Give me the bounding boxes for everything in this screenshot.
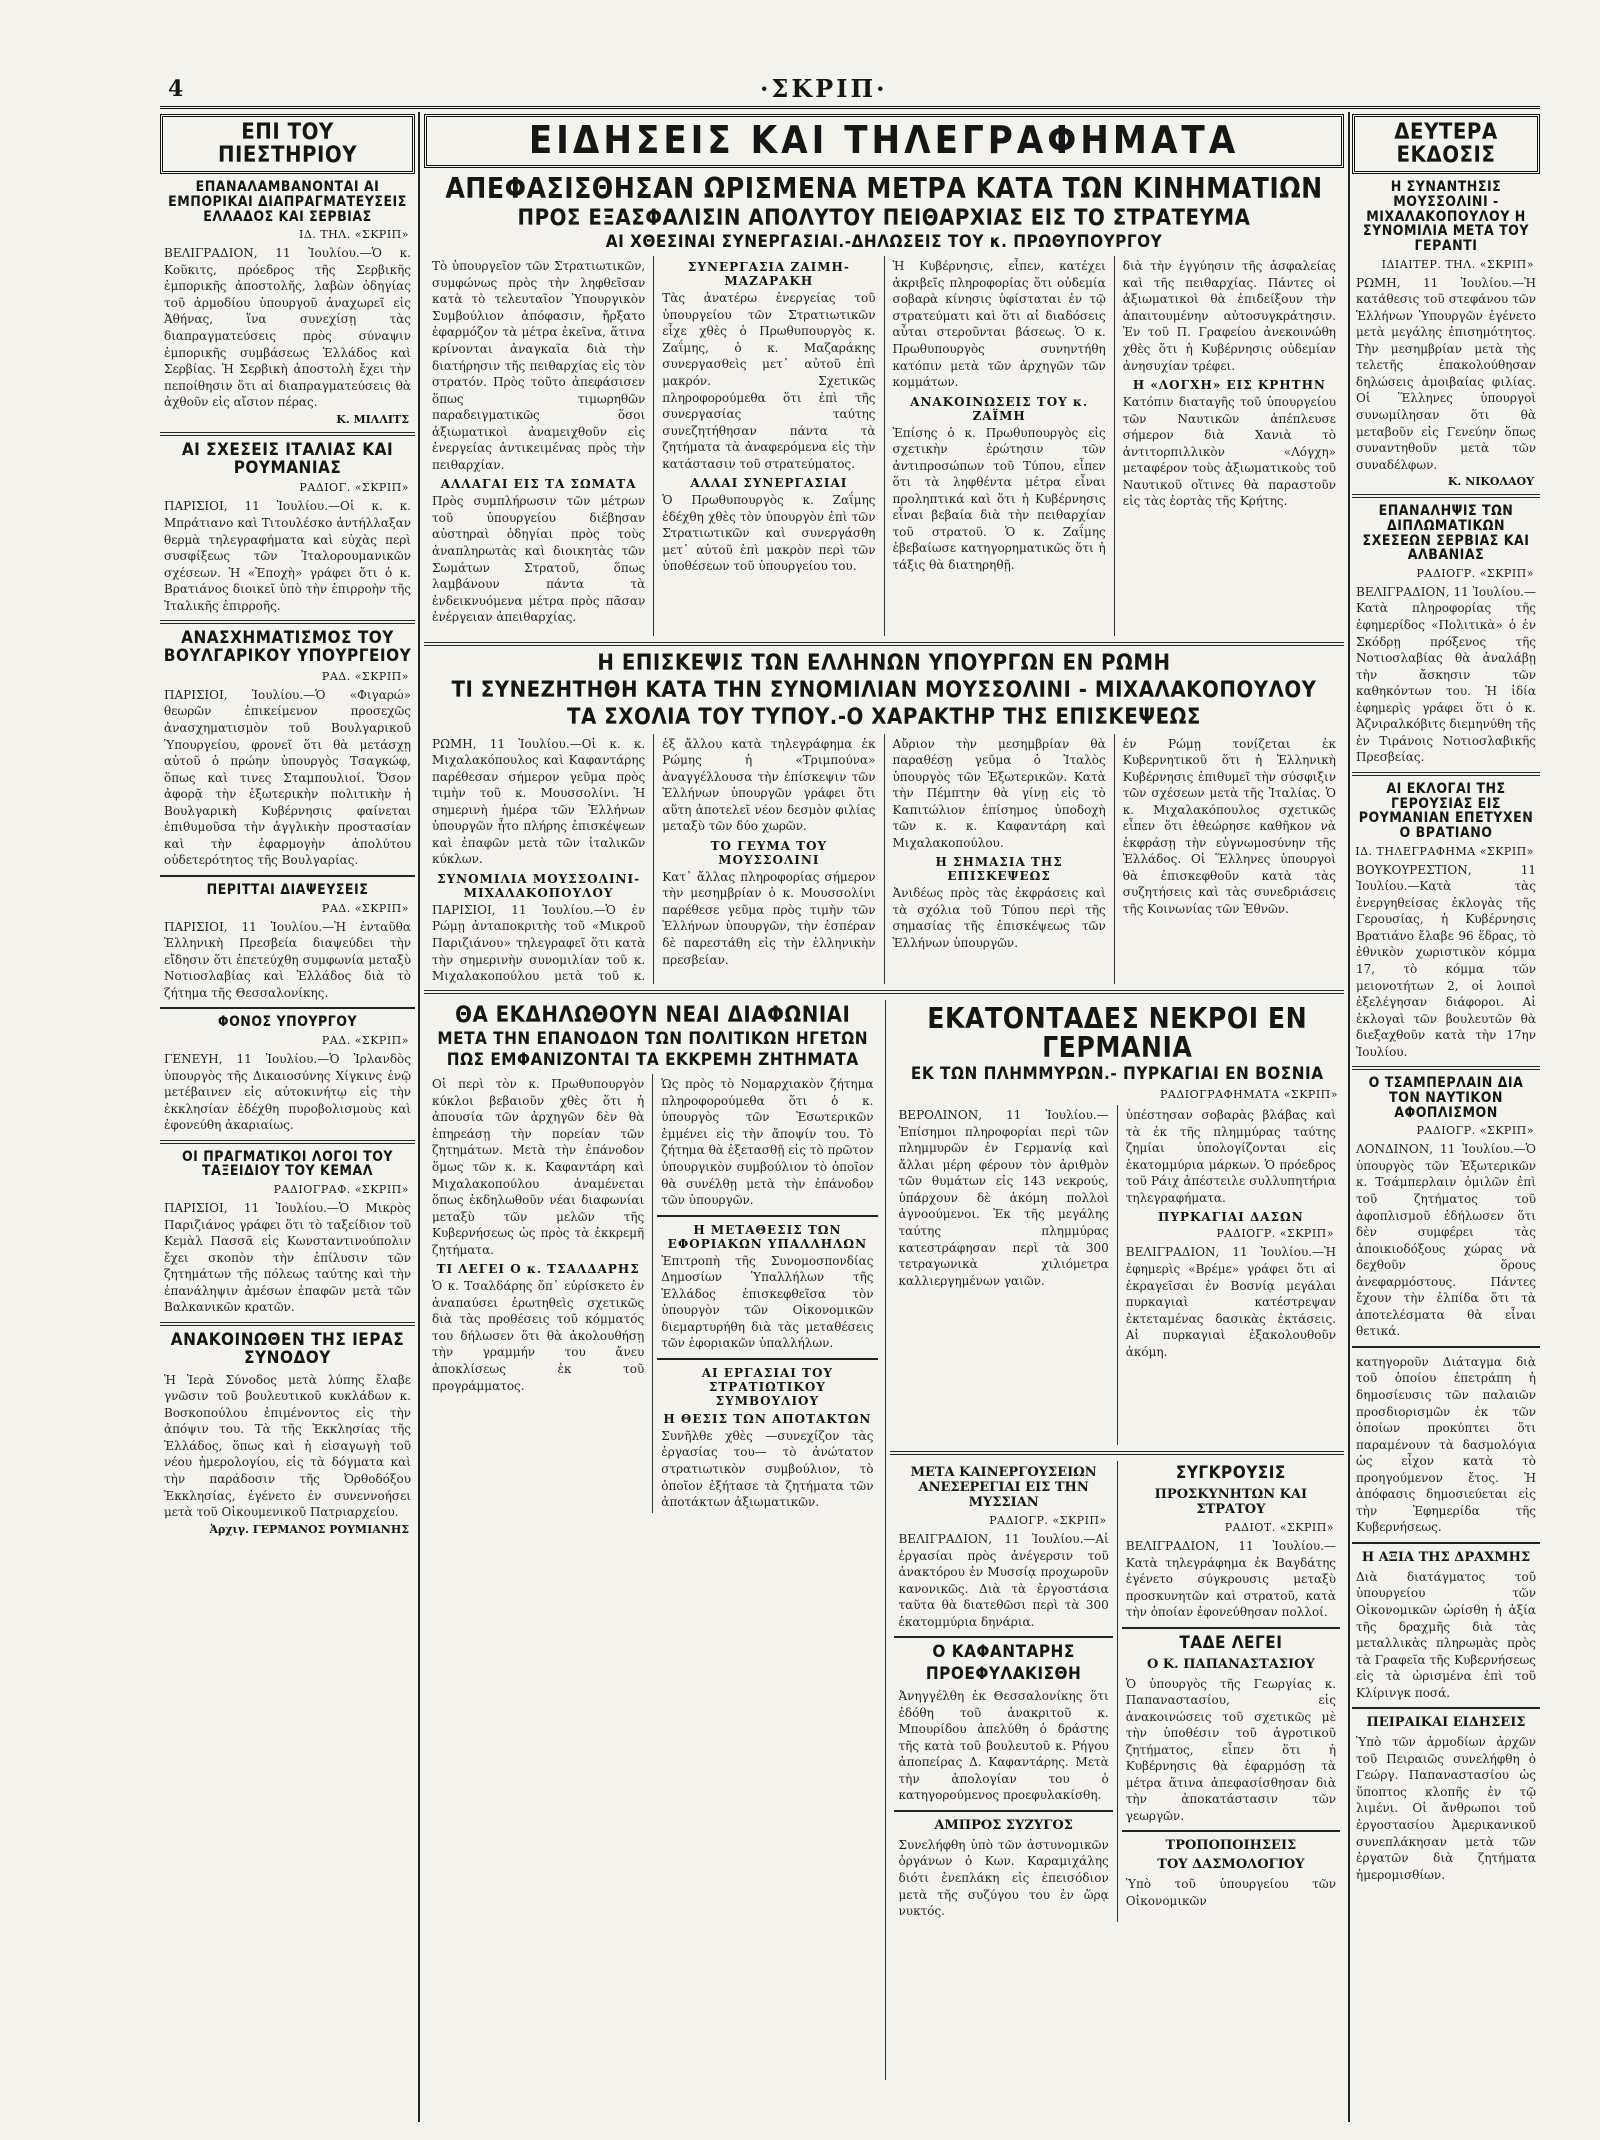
rome-article-columns (424, 734, 1344, 984)
germany-headline-1: ΕΚΑΤΟΝΤΑΔΕΣ ΝΕΚΡΟΙ ΕΝ ΓΕΡΜΑΝΙΑ (927, 1001, 1308, 1064)
left-article-1-headline: ΕΠΑΝΑΛΑΜΒΑΝΟΝΤΑΙ ΑΙ ΕΜΠΟΡΙΚΑΙ ΔΙΑΠΡΑΓΜΑΤΕΥΣΕΙΣ ΕΛΛΑΔΟΣ ΚΑΙ ΣΕΡΒΙΑΣ (168, 179, 407, 225)
conflict-subhead-1: ΤΙ ΛΕΓΕΙ Ο κ. ΤΣΑΛΔΑΡΗΣ (436, 1262, 640, 1277)
germany-text-2: ὑπέστησαν σοβαρὰς βλάβας καὶ τὰ ἐκ τῆς πλημμύρας ταύτης ζημίαι ὑπολογίζονται εἰς ἑκατομμύρια μάρκων. Ὁ πρόεδρος τοῦ Ράιχ ἀπέστειλε συλλυπητήρια τηλεγραφήματα. (1125, 1108, 1337, 1205)
divider (160, 620, 415, 624)
right-article-1-text: ΡΩΜΗ, 11 Ἰουλίου.—Ἡ κατάθεσις τοῦ στεφάνου τῶν Ἑλλήνων Ὑπουργῶν ἐγένετο μετὰ μεγάλης ἐπισημότητος. Τὴν μεσημβρίαν μετὰ τὴς τελετῆς ἐπακολούθησαν δηλώσεις ἀμοιβαίας φιλίας. Οἱ Ἕλληνες ὑπουργοὶ συνωμίλησαν ὅτι θὰ μεταβοῦν εἰς Γενεύην ὅπως συναντηθοῦν μετὰ τῶν συναδέλφων. (1356, 275, 1536, 472)
left-article-4-source: ΡΑΔ. «ΣΚΡΙΠ» (321, 901, 409, 915)
mussia-headline: ΜΕΤΑ ΚΑΙΝΕΡΓΟΥΣΕΙΩΝ ΑΝΕΣΕΡΕΓΙΑΙ ΕΙΣ ΤΗΝ ΜΥΣΣΙΑΝ (910, 1465, 1097, 1511)
conflict-text-1b: Ὁ κ. Τσαλδάρης ὅπ᾽ εὐρίσκετο ἐν ἀναπαύσει ἐρωτηθεὶς σχετικῶς διὰ τὰς προθέσεις τοῦ κόμματός του δήλωσεν ὅτι θὰ ἀκολουθήσῃ τὴν γραμμήν του ἄνευ ἀποκλίσεως ἐκ τοῦ προγράμματος. (432, 1279, 645, 1393)
left-column (160, 112, 415, 2122)
lead-text-3: Ἡ Κυβέρνησις, εἶπεν, κατέχει ἀκριβεῖς πληροφορίας ὅτι οὐδεμία σοβαρὰ κίνησις ὑφίσταται ἐν τῷ στρατεύματι καὶ ὅτι αἱ διαδόσεις αὗται στεροῦνται βάσεως. Ὁ κ. Πρωθυπουργὸς συνηντήθη κατόπιν μετὰ τῶν ἀρχηγῶν τῶν κομμάτων. (892, 259, 1106, 390)
lower-right-columns (890, 1461, 1344, 1922)
clash-text: ΒΕΛΙΓΡΑΔΙΟΝ, 11 Ἰουλίου.—Κατὰ τηλεγράφημα ἐκ Βαγδάτης ἐγένετο σύγκρουσις μεταξὺ προσκυνητῶν καὶ στρατοῦ, κατὰ τὴν ὁποίαν ἐφονεύθησαν πολλοί. (1125, 1538, 1337, 1620)
lead-headline-1: ΑΠΕΦΑΣΙΣΘΗΣΑΝ ΩΡΙΣΜΕΝΑ ΜΕΤΡΑ ΚΑΤΑ ΤΩΝ ΚΙΝΗΜΑΤΙΩΝ (445, 171, 1323, 205)
rome-text-4: ἐν Ρώμῃ τονίζεται ἐκ Κυβερνητικοῦ ὅτι ἡ Ἑλληνικὴ Κυβέρνησις ἐπιθυμεῖ τὴν σύσφιξιν τῶν σχέσεων μετὰ τῆς Ἰταλίας. Ὁ κ. Μιχαλακόπουλος σχετικῶς εἶπεν ὅτι ἐθεώρησε καθῆκον νὰ ἐκφράσῃ τὴν εὐγνωμοσύνην τῆς Ἑλλάδος. Οἱ Ἕλληνες ὑπουργοὶ θὰ ἐπισκεφθοῦν κατὰ τὰς συζητήσεις καὶ τὰς συνεδριάσεις τῆς Κοινωνίας τῶν Ἐθνῶν. (1122, 736, 1336, 916)
tariff-headline-2: ΤΟΥ ΔΑΣΜΟΛΟΓΙΟΥ (1157, 1857, 1305, 1873)
left-article-1-signature: Κ. ΜΙΛΛΙΤΣ (336, 412, 409, 426)
lead-text-3b: Ἐπίσης ὁ κ. Πρωθυπουργὸς εἰς σχετικὴν ἐρώτησιν τῶν ἀντιπροσώπων τοῦ Τύπου, εἶπεν ὅτι τὰ ληφθέντα μέτρα εἶναι προληπτικά καὶ ὅτι ἡ Κυβέρνησις εἶναι βεβαία διὰ τὴν πειθαρχίαν τοῦ στρατοῦ. Ὁ κ. Ζαΐμης ἐβεβαίωσε κατηγορηματικῶς ὅτι ἡ τάξις θὰ διατηρηθῇ. (892, 425, 1106, 572)
lead-headline-2: ΠΡΟΣ ΕΞΑΣΦΑΛΙΣΙΝ ΑΠΟΛΥΤΟΥ ΠΕΙΘΑΡΧΙΑΣ ΕΙΣ ΤΟ ΣΤΡΑΤΕΥΜΑ (517, 206, 1251, 232)
papanastasiou-headline-2: Ο Κ. ΠΑΠΑΝΑΣΤΑΣΙΟΥ (1147, 1656, 1315, 1672)
left-article-7-signature: Ἀρχιγ. ΓΕΡΜΑΝΟΣ ΡΟΥΜΙΑΝΗΣ (209, 1522, 409, 1536)
lead-text-2: Τὰς ἀνατέρω ἐνεργείας τοῦ ὑπουργείου τῶν Στρατιωτικῶν εἶχε χθὲς ὁ Πρωθυπουργὸς κ. Ζαΐμης, ὁ κ. Μαζαράκης συνεργασθεὶς μετ᾽ αὐτοῦ ἐπὶ μακρόν. Σχετικῶς πληροφορούμεθα ὅτι ἐπὶ τῆς συνεργασίας ταύτης συνεζητήθησαν πάντα τὰ ζητήματα τὰ ἀναφερόμενα εἰς τὴν κατάστασιν τοῦ στρατεύματος. (662, 291, 876, 471)
lead-column-4 (1114, 256, 1344, 636)
rome-text-2: ἐξ ἄλλου κατὰ τηλεγράφημα ἐκ Ρώμης ἡ «Τριμπούνα» ἀναγγέλλουσα τὴν ἐπίσκεψιν τῶν Ἑλλήνων ὑπουργῶν γράφει ὅτι αὕτη ἀποτελεῖ νέον δεσμὸν φιλίας μεταξὺ τῶν δύο χωρῶν. (662, 736, 876, 834)
conflict-text-2b: Ἐπιτροπὴ τῆς Συνομοσπονδίας Δημοσίων Ὑπαλλήλων τῆς Ἑλλάδος ἐπισκεφθεῖσα τὸν ὑπουργὸν τῶν Οἰκονομικῶν διεμαρτυρήθη διὰ τὰς μεταθέσεις τῶν ἐφοριακῶν ὑπαλλήλων. (661, 1253, 874, 1351)
center-banner: ΕΙΔΗΣΕΙΣ ΚΑΙ ΤΗΛΕΓΡΑΦΗΜΑΤΑ (424, 114, 1344, 168)
lead-text-1b: Πρὸς συμπλήρωσιν τῶν μέτρων τοῦ ὑπουργείου διέβησαν αὐστηραὶ ὁδηγίαι πρὸς τοὺς ἀναπληρωτὰς καὶ διοικητὰς τῶν Σωμάτων Στρατοῦ, ὅπως λαμβάνουν πάντα τὰ ἐνδεικνυόμενα μέτρα πρὸς πᾶσαν ἐνέργειαν ἀπειθαρχίας. (432, 494, 646, 625)
mussia-text: ΒΕΛΙΓΡΑΔΙΟΝ, 11 Ἰουλίου.—Αἱ ἐργασίαι πρὸς ἀνέγερσιν τοῦ ἀνακτόρου ἐν Μυσσίᾳ προχωροῦν κανονικῶς. Διὰ τὰ ἐργοστάσια ταῦτα θὰ διατεθῶσι περὶ τὰ 300 ἑκατομμύρια δηνάρια. (898, 1532, 1109, 1629)
conflict-subhead-3: ΑΙ ΕΡΓΑΣΙΑΙ ΤΟΥ ΣΤΡΑΤΙΩΤΙΚΟΥ ΣΥΜΒΟΥΛΙΟΥ (701, 1365, 833, 1408)
lead-subhead-1: ΑΛΛΑΓΑΙ ΕΙΣ ΤΑ ΣΩΜΑΤΑ (440, 477, 637, 492)
left-article-3-headline: ΑΝΑΣΧΗΜΑΤΙΣΜΟΣ ΤΟΥ ΒΟΥΛΓΑΡΙΚΟΥ ΥΠΟΥΡΓΕΙΟΥ (163, 628, 412, 667)
lead-column-2 (653, 256, 883, 636)
kafantaris-headline-2: ΠΡΟΕΦΥΛΑΚΙΣΘΗ (925, 1664, 1082, 1685)
left-article-7-text: Ἡ Ἱερὰ Σύνοδος μετὰ λύπης ἔλαβε γνῶσιν τοῦ βουλευτικοῦ κυκλάδων κ. Βοσκοπούλου ἐπιμένοντος εἰς τὴν ἀπόψιν του. Τὰ τῆς Ἐκκλησίας τῆς Ἑλλάδος, ὅπως καὶ ἡ εἰσαγωγὴ τοῦ νέου ἡμερολογίου, εἰς τὰ δόγματα καὶ τὴν παράδοσιν τῆς Ὀρθοδόξου Ἐκκλησίας, ἐγένετο ἐν συνεννοήσει μετὰ τοῦ Οἰκουμενικοῦ Πατριαρχείου. (164, 1372, 411, 1520)
lead-subhead-4: Η «ΛΟΓΧΗ» ΕΙΣ ΚΡΗΤΗΝ (1132, 378, 1326, 393)
lower-center (424, 1000, 1344, 2080)
divider (1352, 1346, 1540, 1348)
germany-column-2 (1117, 1105, 1344, 1445)
papanastasiou-headline-1: ΤΑΔΕ ΛΕΓΕΙ (1179, 1632, 1283, 1653)
kafantaris-headline-1: Ο ΚΑΦΑΝΤΑΡΗΣ (932, 1642, 1075, 1663)
divider (1352, 494, 1540, 498)
rome-column-4 (1114, 734, 1344, 984)
right-article-4-source: ΡΑΔΙΟΓΡ. «ΣΚΡΙΠ» (1416, 1124, 1534, 1138)
conflict-subhead-2: Η ΜΕΤΑΘΕΣΙΣ ΤΩΝ ΕΦΟΡΙΑΚΩΝ ΥΠΑΛΛΗΛΩΝ (667, 1222, 868, 1251)
tariff-text: Ὑπὸ τοῦ ὑπουργείου τῶν Οἰκονομικῶν (1125, 1877, 1337, 1909)
lead-text-1: Τὸ ὑπουργεῖον τῶν Στρατιωτικῶν, συμφώνως πρὸς τὴν ληφθεῖσαν κατὰ τὸ τελευταῖον Ὑπουργικὸν Συμβούλιον ἀπόφασιν, ἤρξατο ἐφαρμόζον τὰ μέτρα ἐκεῖνα, ἅτινα κρίνονται ἀναγκαῖα διὰ τὴν διατήρησιν τῆς πειθαρχίας εἰς τὸν στρατόν. Πρὸς τοῦτο ἀπεφάσισεν ὅπως τιμωρηθῶν παραδειγματικῶς ὅσοι ἀξιωματικοὶ ἀναμειχθοῦν εἰς ἐνεργείας ἀντικειμένας πρὸς τὴν πειθαρχίαν. (432, 259, 646, 472)
rome-subhead-3: Η ΣΗΜΑΣΙΑ ΤΗΣ ΕΠΙΣΚΕΨΕΩΣ (935, 855, 1063, 884)
rome-subhead-2: ΤΟ ΓΕΥΜΑ ΤΟΥ ΜΟΥΣΣΟΛΙΝΙ (710, 838, 828, 867)
column-divider-left (418, 112, 420, 2122)
germany-text-2b: ΒΕΛΙΓΡΑΔΙΟΝ, 11 Ἰουλίου.—Ἡ ἐφημερὶς «Βρέμε» γράφει ὅτι αἱ ἐκραγεῖσαι ἐν Βοσνίᾳ μεγάλαι πυρκαγιαὶ κατέστρεψαν ἐκτεταμένας δασικὰς ἐκτάσεις. Αἱ πυρκαγιαὶ ἐξακολουθοῦν ἀκόμη. (1125, 1245, 1337, 1359)
rome-text-3: Αὔριον τὴν μεσημβρίαν θὰ παραθέσῃ γεῦμα ὁ Ἰταλὸς ὑπουργὸς τῶν Ἐξωτερικῶν. Κατὰ τὴν Πέμπτην θὰ γίνῃ εἰς τὸ Καπιτώλιον ἐπίσημος ὑποδοχὴ τῶν κ. κ. Καφαντάρη καὶ Μιχαλακοπούλου. (892, 736, 1106, 850)
divider (1122, 1830, 1340, 1832)
right-article-4-headline: Ο ΤΣΑΜΠΕΡΛΑΙΝ ΔΙΑ ΤΟΝ ΝΑΥΤΙΚΟΝ ΑΦΟΠΛΙΣΜΟΝ (1368, 1075, 1524, 1121)
right-article-1-signature: Κ. ΝΙΚΟΛΑΟΥ (1447, 475, 1534, 489)
rome-column-3 (884, 734, 1114, 984)
germany-source: ΡΑΔΙΟΓΡΑΦΗΜΑΤΑ «ΣΚΡΙΠ» (1159, 1088, 1338, 1102)
masthead: ·ΣΚΡΙΠ· (760, 74, 888, 103)
lead-column-1 (424, 256, 653, 636)
divider (160, 432, 415, 436)
center-section (424, 112, 1344, 2122)
left-article-1-source: ΙΔ. ΤΗΛ. «ΣΚΡΙΠ» (299, 228, 409, 242)
divider (424, 990, 1344, 994)
left-article-5-text: ΓΕΝΕΥΗ, 11 Ἰουλίου.—Ὁ Ἰρλανδὸς ὑπουργὸς τῆς Δικαιοσύνης Χίγκινς ἐνῷ μετέβαινεν εἰς αὐτοκινήτῳ εἰς τὴν ἐκκλησίαν ἐδέχθη πυροβολισμοὺς καὶ ἐφονεύθη ἀκαριαίως. (164, 1052, 411, 1133)
right-article-1-headline: Η ΣΥΝΑΝΤΗΣΙΣ ΜΟΥΣΣΟΛΙΝΙ - ΜΙΧΑΛΑΚΟΠΟΥΛΟΥ Η ΣΥΝΟΜΙΛΙΑ ΜΕΤΑ ΤΟΥ ΓΕΡΑΝΤΙ (1362, 179, 1530, 254)
lower-right-column-2 (1117, 1461, 1344, 1922)
divider (160, 1007, 415, 1009)
conflict-headline-2: ΜΕΤΑ ΤΗΝ ΕΠΑΝΟΔΟΝ ΤΩΝ ΠΟΛΙΤΙΚΩΝ ΗΓΕΤΩΝ (437, 1028, 869, 1049)
lead-column-3 (884, 256, 1114, 636)
rome-headline-3: ΤΑ ΣΧΟΛΙΑ ΤΟΥ ΤΥΠΟΥ.-Ο ΧΑΡΑΚΤΗΡ ΤΗΣ ΕΠΙΣΚΕΨΕΩΣ (567, 705, 1201, 731)
papanastasiou-text: Ὁ ὑπουργὸς τῆς Γεωργίας κ. Παπαναστασίου, εἰς ἀνακοινώσεις τοῦ σχετικῶς μὲ τὴν ὑποθέσιν τοῦ ἀγροτικοῦ ζητήματος, εἶπεν ὅτι ἡ Κυβέρνησις θὰ ἐφαρμόσῃ τὰ μέτρα ἅτινα ἀπεφασίσθησαν διὰ τὴν ἀποκατάστασιν τῶν γεωργῶν. (1125, 1676, 1337, 1823)
divider (894, 1636, 1112, 1638)
tariff-headline-1: ΤΡΟΠΟΠΟΙΗΣΕΙΣ (1165, 1838, 1297, 1854)
clash-headline-1: ΣΥΓΚΡΟΥΣΙΣ (1175, 1463, 1286, 1484)
rome-subhead-1: ΣΥΝΟΜΙΛΙΑ ΜΟΥΣΣΟΛΙΝΙ-ΜΙΧΑΛΑΚΟΠΟΥΛΟΥ (437, 871, 641, 900)
right-article-2-headline: ΕΠΑΝΑΛΗΨΙΣ ΤΩΝ ΔΙΠΛΩΜΑΤΙΚΩΝ ΣΧΕΣΕΩΝ ΣΕΡΒΙΑΣ ΚΑΙ ΑΛΒΑΝΙΑΣ (1362, 503, 1530, 564)
right-article-6-headline: Η ΑΞΙΑ ΤΗΣ ΔΡΑΧΜΗΣ (1361, 1549, 1531, 1565)
right-article-1-source: ΙΔΙΑΙΤΕΡ. ΤΗΛ. «ΣΚΡΙΠ» (1381, 257, 1534, 271)
lead-article-columns (424, 256, 1344, 636)
left-article-4-headline: ΠΕΡΙΤΤΑΙ ΔΙΑΨΕΥΣΕΙΣ (206, 881, 369, 898)
lower-right-column-1 (890, 1461, 1116, 1922)
wife-text: Συνελήφθη ὑπὸ τῶν ἀστυνομικῶν ὀργάνων ὁ Κων. Καραμιχάλης διότι ἐνεπλάκη εἰς ἐπεισόδιον μετὰ τῆς συζύγου του ἐν ὥρᾳ νυκτός. (898, 1837, 1109, 1919)
right-column (1352, 112, 1540, 2122)
clash-source: ΡΑΔΙΟΤ. «ΣΚΡΙΠ» (1224, 1520, 1335, 1534)
left-column-title: ΕΠΙ ΤΟΥ ΠΙΕΣΤΗΡΙΟΥ (160, 114, 415, 174)
right-article-3-text: ΒΟΥΚΟΥΡΕΣΤΙΟΝ, 11 Ἰουλίου.—Κατὰ τὰς ἐνεργηθείσας ἐκλογὰς τῆς Γερουσίας, ἡ Κυβέρνησις Βρατιάνο ἔλαβε 96 ἕδρας, τὸ ἐθνικὸν χωριστικὸν κόμμα 17, τὸ κόμμα τῶν μειονοτήτων 2, οἱ λοιποὶ ἐξελέγησαν διάφοροι. Αἱ ἐκλογαὶ τῶν βουλευτῶν θὰ διεξαχθοῦν κατὰ τὴν 17ην Ἰουλίου. (1356, 862, 1536, 1059)
right-column-title: ΔΕΥΤΕΡΑ ΕΚΔΟΣΙΣ (1352, 114, 1540, 174)
divider (890, 1451, 1344, 1455)
clash-headline-2: ΠΡΟΣΚΥΝΗΤΩΝ ΚΑΙ ΣΤΡΑΤΟΥ (1154, 1486, 1308, 1517)
divider (894, 1810, 1112, 1812)
left-article-6-source: ΡΑΔΙΟΓΡΑΦ. «ΣΚΡΙΠ» (273, 1183, 409, 1197)
divider (424, 642, 1344, 646)
top-rule (160, 106, 1540, 109)
right-article-3-source: ΙΔ. ΤΗΛΕΓΡΑΦΗΜΑ «ΣΚΡΙΠ» (1355, 844, 1534, 858)
rome-text-3b: Ἀνιδέως πρὸς τὰς ἐκφράσεις καὶ τὰ σχόλια τοῦ Τύπου περὶ τῆς σημασίας τῆς ἐπισκέψεως τῶν Ἑλλήνων ὑπουργῶν. (892, 886, 1106, 950)
conflict-columns (424, 1074, 881, 1512)
conflict-text-2c: Συνῆλθε χθὲς —συνεχίζον τὰς ἐργασίας του— τὸ ἀνώτατον στρατιωτικὸν συμβούλιον, τὸ ὁποῖον ἐξήτασε τὰ ζητήματα τῶν ἀποτάκτων ἀξιωματικῶν. (661, 1428, 874, 1510)
right-article-6-text: Διὰ διατάγματος τοῦ ὑπουργείου τῶν Οἰκονομικῶν ὡρίσθη ἡ ἀξία τῆς δραχμῆς διὰ τὰς μεταλλικὰς πληρωμὰς πρὸς τὰ Γραφεῖα τῆς Κυβερνήσεως εἰς τὰ ὡρισμένα ἐπὶ τοῦ Κλίρινγκ ποσά. (1356, 1569, 1536, 1700)
divider (160, 1322, 415, 1326)
lead-subhead-2b: ΑΛΛΑΙ ΣΥΝΕΡΓΑΣΙΑΙ (690, 476, 848, 491)
right-article-2-source: ΡΑΔΙΟΓΡ. «ΣΚΡΙΠ» (1416, 566, 1534, 580)
conflict-text-2: Ὡς πρὸς τὸ Νομαρχιακὸν ζήτημα πληροφορούμεθα ὅτι ὁ κ. ὑπουργὸς τῶν Ἐσωτερικῶν ἐμμένει εἰς τὴν ἄποψίν του. Τὸ ζήτημα θὰ ἐξετασθῇ εἰς τὸ πρῶτον ὑπουργικὸν συμβούλιον τὸ ὁποῖον θὰ συνέλθῃ μετὰ τὴν ἐπάνοδον τῶν ὑπουργῶν. (661, 1077, 874, 1208)
divider (657, 1358, 877, 1360)
right-article-7-text: Ὑπὸ τῶν ἀρμοδίων ἀρχῶν τοῦ Πειραιῶς συνελήφθη ὁ Γεώργ. Παπαναστασίου ὡς ὕποπτος κλοπῆς ἐν τῷ λιμένι. Οἱ ἄνθρωποι τοῦ ἐργοστασίου Ἀμερικανικοῦ συνεπλάκησαν μετὰ τῶν ἐργατῶν διὰ ζητήματα ἡμερομισθίων. (1356, 1735, 1536, 1882)
conflict-column-1 (424, 1074, 652, 1512)
conflict-story (424, 1000, 886, 2080)
divider (1352, 1542, 1540, 1544)
germany-text-1: ΒΕΡΟΛΙΝΟΝ, 11 Ἰουλίου.—Ἐπίσημοι πληροφορίαι περὶ τῶν πλημμυρῶν ἐν Γερμανίᾳ καὶ ἄλλαι μέρη φέρουν τὸν ἀριθμὸν τῶν θυμάτων εἰς 143 νεκρούς, ὑπάρχουν δὲ ἀκόμη πολλοὶ ἀγνοούμενοι. Ἐκ τῆς μεγάλης ταύτης πλημμύρας κατεστράφησαν περὶ τὰ 300 τετραγωνικὰ χιλιόμετρα καλλιεργημένων γαιῶν. (898, 1108, 1109, 1288)
lead-subhead-2: ΣΥΝΕΡΓΑΣΙΑ ΖΑΙΜΗ-ΜΑΖΑΡΑΚΗ (687, 260, 850, 289)
rome-text-1: ΡΩΜΗ, 11 Ἰουλίου.—Οἱ κ. κ. Μιχαλακόπουλος καὶ Καφαντάρης παρέθεσαν σήμερον γεῦμα πρὸς τιμὴν τοῦ κ. Μουσσολίνι. Ἡ σημερινὴ ἡμέρα τῶν Ἑλλήνων ὑπουργῶν ἦτο πλήρης ἐπισκέψεων καὶ ἐπαφῶν μετὰ τῶν ἰταλικῶν κύκλων. (432, 736, 646, 867)
conflict-subhead-4: Η ΘΕΣΙΣ ΤΩΝ ΑΠΟΤΑΚΤΩΝ (663, 1411, 872, 1426)
left-article-4-text: ΠΑΡΙΣΙΟΙ, 11 Ἰουλίου.—Ἡ ἐνταῦθα Ἑλληνικὴ Πρεσβεία διαψεύδει τὴν εἴδησιν ὅτι ἐπετεύχθη συμφωνία μεταξὺ Νοτιοσλαβίας καὶ Ἑλλάδος διὰ τὸ ζήτημα τῆς Θεσσαλονίκης. (164, 919, 411, 1000)
conflict-column-2 (652, 1074, 881, 1512)
divider (1352, 1066, 1540, 1070)
rome-column-2 (653, 734, 883, 984)
left-article-2-text: ΠΑΡΙΣΙΟΙ, 11 Ἰουλίου.—Οἱ κ. κ. Μπράτιανο καὶ Τιτουλέσκο ἀντήλλαξαν θερμὰ τηλεγραφήματα καὶ εὐχὰς περὶ συσφίξεως τῶν Ἰταλορουμανικῶν σχέσεων. Ἡ «Ἐποχὴ» γράφει ὅτι ὁ κ. Βρατιάνος διοικεῖ ὑπὸ τὴν ἐπιρροὴν τῆς Ἰταλικῆς ἐπιρροῆς. (164, 499, 411, 613)
rome-text-1b: ΠΑΡΙΣΙΟΙ, 11 Ἰουλίου.—Ὁ ἐν Ρώμῃ ἀνταποκριτὴς τοῦ «Μικροῦ Παριζιάνου» τηλεγραφεῖ ὅτι κατὰ τὴν σημερινὴν συνομιλίαν τοῦ κ. Μιχαλακοπούλου μετὰ τοῦ κ. (432, 902, 646, 984)
divider (160, 875, 415, 877)
right-article-7-headline: ΠΕΙΡΑΙΚΑΙ ΕΙΔΗΣΕΙΣ (1366, 1715, 1526, 1731)
wife-headline: ΑΜΠΡΟΣ ΣΥΖΥΓΟΣ (934, 1817, 1073, 1833)
divider (657, 1215, 877, 1217)
divider (160, 1140, 415, 1144)
left-article-2-source: ΡΑΔΙΟΓ. «ΣΚΡΙΠ» (299, 481, 409, 495)
divider (1352, 1707, 1540, 1709)
page-number: 4 (168, 76, 184, 102)
rome-headline-2: ΤΙ ΣΥΝΕΖΗΤΗΘΗ ΚΑΤΑ ΤΗΝ ΣΥΝΟΜΙΛΙΑΝ ΜΟΥΣΣΟΛΙΝΙ - ΜΙΧΑΛΑΚΟΠΟΥΛΟΥ (451, 678, 1317, 704)
germany-headline-2: ΕΚ ΤΩΝ ΠΛΗΜΜΥΡΩΝ.- ΠΥΡΚΑΓΙΑΙ ΕΝ ΒΟΣΝΙΑ (910, 1064, 1324, 1085)
germany-column-1 (890, 1105, 1116, 1445)
left-article-5-headline: ΦΟΝΟΣ ΥΠΟΥΡΓΟΥ (217, 1014, 358, 1031)
left-article-3-source: ΡΑΔ. «ΣΚΡΙΠ» (321, 669, 409, 683)
divider (1122, 1627, 1340, 1629)
lead-text-4b: Κατόπιν διαταγῆς τοῦ ὑπουργείου τῶν Ναυτικῶν ἀπέπλευσε σήμερον διὰ Χανιὰ τὸ ἀντιτορπιλλικὸν «Λόγχη» μεταφέρον τοὺς ἀξιωματικοὺς τοῦ Ναυτικοῦ οἵτινες θὰ παραστοῦν εἰς τὰς ἐορτὰς τῆς Κρήτης. (1122, 395, 1336, 509)
germany-subsource: ΡΑΔΙΟΓΡ. «ΣΚΡΙΠ» (1216, 1227, 1335, 1241)
right-article-4-text: ΛΟΝΔΙΝΟΝ, 11 Ἰουλίου.—Ὁ ὑπουργὸς τῶν Ἐξωτερικῶν κ. Τσάμπερλαιν ὁμιλῶν ἐπὶ τοῦ ζητήματος τοῦ ἀφοπλισμοῦ ἐδήλωσεν ὅτι δὲν συμφέρει τὰς ἀποικιοδόξους χώρας νὰ δεχθοῦν ὅρους ἀνεφαρμόστους. Πάντες ἔχουν τὴν ἐλπίδα ὅτι τὰ ἀποτελέσματα θὰ εἶναι θετικά. (1356, 1142, 1536, 1339)
left-article-2-headline: ΑΙ ΣΧΕΣΕΙΣ ΙΤΑΛΙΑΣ ΚΑΙ ΡΟΥΜΑΝΙΑΣ (181, 439, 394, 478)
left-article-7-headline: ΑΝΑΚΟΙΝΩΘΕΝ ΤΗΣ ΙΕΡΑΣ ΣΥΝΟΔΟΥ (170, 1329, 405, 1368)
lead-headline-3: ΑΙ ΧΘΕΣΙΝΑΙ ΣΥΝΕΡΓΑΣΙΑΙ.-ΔΗΛΩΣΕΙΣ ΤΟΥ κ. ΠΡΩΘΥΠΟΥΡΓΟΥ (605, 232, 1163, 253)
rome-headline-1: Η ΕΠΙΣΚΕΨΙΣ ΤΩΝ ΕΛΛΗΝΩΝ ΥΠΟΥΡΓΩΝ ΕΝ ΡΩΜΗ (597, 651, 1171, 677)
conflict-headline-1: ΘΑ ΕΚΔΗΛΩΘΟΥΝ ΝΕΑΙ ΔΙΑΦΩΝΙΑΙ (455, 1002, 851, 1028)
lead-subhead-3: ΑΝΑΚΟΙΝΩΣΕΙΣ ΤΟΥ κ. ΖΑΪΜΗ (910, 394, 1089, 423)
left-article-5-source: ΡΑΔ. «ΣΚΡΙΠ» (321, 1034, 409, 1048)
right-article-5-text: κατηγοροῦν Διάταγμα διὰ τοῦ ὁποίου ἐπετράπη ἡ δημοσίευσις τῶν παλαιῶν προσδιορισμῶν ἐκ τῶν ὁποίων προκύπτει ὅτι παραμένουν τὰ δασμολόγια ὡς εἶχον κατὰ τὸ προηγούμενον ἔτος. Ἡ ἀπόφασις δημοσιεύεται εἰς τὴν Ἐφημερίδα τῆς Κυβερνήσεως. (1356, 1354, 1536, 1535)
divider (1352, 772, 1540, 776)
right-article-3-headline: ΑΙ ΕΚΛΟΓΑΙ ΤΗΣ ΓΕΡΟΥΣΙΑΣ ΕΙΣ ΡΟΥΜΑΝΙΑΝ ΕΠΕΤΥΧΕΝ Ο ΒΡΑΤΙΑΝΟ (1358, 780, 1534, 842)
mussia-source: ΡΑΔΙΟΓΡ. «ΣΚΡΙΠ» (989, 1514, 1107, 1528)
conflict-text-1: Οἱ περὶ τὸν κ. Πρωθυπουργὸν κύκλοι βεβαιοῦν χθὲς ὅτι ἡ ἀπουσία τῶν ἀρχηγῶν δὲν θὰ ἐπηρεάσῃ τὴν πορείαν τῶν ζητημάτων. Μετὰ τὴν ἐπάνοδον ὅμως τῶν κ. κ. Καφαντάρη καὶ Μιχαλακοπούλου ἀναμένεται ὅπως ἐκδηλωθοῦν νέαι διαφωνίαι μεταξὺ τῶν μελῶν τῆς Κυβερνήσεως ὡς πρὸς τὰ ἐκκρεμῆ ζητήματα. (432, 1077, 645, 1257)
germany-and-others (886, 1000, 1344, 2080)
lead-text-2b: Ὁ Πρωθυπουργὸς κ. Ζαΐμης ἐδέχθη χθὲς τὸν ὑπουργὸν ἐπὶ τῶν Στρατιωτικῶν καὶ συνεργάσθη μετ᾽ αὐτοῦ ἐπὶ μακρὸν περὶ τῶν ὑποθέσεων τοῦ ὑπουργείου του. (662, 493, 876, 574)
left-article-1-text: ΒΕΛΙΓΡΑΔΙΟΝ, 11 Ἰουλίου.—Ὁ κ. Κοῦκιτς, πρόεδρος τῆς Σερβικῆς ἐμπορικῆς ἀποστολῆς, λαβὼν ὁδηγίας τοῦ ἁρμοδίου ὑπουργοῦ ἀναχωρεῖ εἰς Ἀθήνας, ἵνα συνεχίσῃ τὰς διαπραγματεύσεις πρὸς σύναψιν ἐμπορικῆς συμβάσεως Ἑλλάδος καὶ Σερβίας. Ἡ Σερβικὴ ἀποστολὴ ἔχει τὴν πεποίθησιν ὅτι αἱ διαπραγματεύσεις θὰ ἀχθοῦν εἰς αἴσιον πέρας. (164, 246, 411, 410)
germany-columns (890, 1105, 1344, 1445)
germany-subhead: ΠΥΡΚΑΓΙΑΙ ΔΑΣΩΝ (1158, 1210, 1304, 1225)
right-article-2-text: ΒΕΛΙΓΡΑΔΙΟΝ, 11 Ἰουλίου.—Κατὰ πληροφορίας τῆς ἐφημερίδος «Πολιτικὰ» ὁ ἐν Σκόδρῃ πρόξενος τῆς Νοτιοσλαβίας θὰ ἀναλάβῃ τὴν ἄσκησιν τῶν καθηκόντων του. Ἡ ἰδία ἐφημερὶς γράφει ὅτι ὁ κ. Ἀζνιραλκόβιτς διεμηνύθη τῆς ἐν Τιράνοις Νοτιοσλαβικῆς Πρεσβείας. (1356, 584, 1536, 765)
column-divider-right (1348, 112, 1350, 2122)
lead-text-4: διὰ τὴν ἐγγύησιν τῆς ἀσφαλείας καὶ τῆς πειθαρχίας. Πάντες οἱ ἀξιωματικοὶ θὰ ἐπιδείξουν τὴν ἀπαιτουμένην αὐτοσυγκράτησιν. Ἐν τοῦ Π. Γραφείου ἀνεκοινώθη χθὲς ὅτι ἡ Κυβέρνησις οὐδεμίαν ἀνησυχίαν τρέφει. (1122, 259, 1336, 373)
rome-column-1 (424, 734, 653, 984)
kafantaris-text: Ἀνηγγέλθη ἐκ Θεσσαλονίκης ὅτι ἐδόθη τοῦ ἀνακριτοῦ κ. Μπουρίδου ἀπελύθη ὁ δράστης τῆς κατὰ τοῦ βουλευτοῦ κ. Ρήγου ἀποπείρας Δ. Καφαντάρης. Μετὰ τὴν ἀπολογίαν του ὁ κατηγορούμενος προεφυλακίσθη. (898, 1689, 1109, 1803)
left-article-6-text: ΠΑΡΙΣΙΟΙ, 11 Ἰουλίου.—Ὁ Μικρὸς Παριζιάνος γράφει ὅτι τὸ ταξείδιον τοῦ Κεμὰλ Πασσᾶ εἰς Κωνσταντινούπολιν ἔχει σκοπὸν τὴν ἐπίλυσιν τῶν ζητημάτων τῆς πόλεως ταύτης καὶ τὴν ἐπανάληψιν ἀμέσων ἐπαφῶν μετὰ τῶν Βαλκανικῶν κρατῶν. (164, 1201, 411, 1315)
left-article-6-headline: ΟΙ ΠΡΑΓΜΑΤΙΚΟΙ ΛΟΓΟΙ ΤΟΥ ΤΑΞΕΙΔΙΟΥ ΤΟΥ ΚΕΜΑΛ (181, 1148, 394, 1180)
left-article-3-text: ΠΑΡΙΣΙΟΙ, Ἰουλίου.—Ὁ «Φιγαρώ» θεωρῶν ἐπικείμενον προσεχῶς ἀνασχηματισμὸν τοῦ Βουλγαρικοῦ Ὑπουργείου, φρονεῖ ὅτι θὰ μετάσχῃ αὐτοῦ ὁ πρώην ὑπουργὸς Τσαγκώφ, ὅπως καὶ τινες Σταμπουλιοί. Ὅσον ἀφορᾷ τὴν ἐξωτερικὴν πολιτικὴν ἡ Βουλγαρικὴ Κυβέρνησις φαίνεται ἐπιθυμοῦσα τὴν ἀγγλικὴν προστασίαν καὶ τὴν ἐφαρμογὴν ἀπολύτου οὐδετερότητος τῆς Βουλγαρίας. (164, 687, 411, 868)
rome-text-2b: Κατ᾽ ἄλλας πληροφορίας σήμερον τὴν μεσημβρίαν ὁ κ. Μουσσολίνι παρέθεσε γεῦμα πρὸς τιμὴν τῶν Ἑλλήνων ὑπουργῶν, τὴν ἑσπέραν δὲ παρεστάθη εἰς τὴν ἑλληνικὴν πρεσβείαν. (662, 869, 876, 967)
conflict-headline-3: ΠΩΣ ΕΜΦΑΝΙΖΟΝΤΑΙ ΤΑ ΕΚΚΡΕΜΗ ΖΗΤΗΜΑΤΑ (446, 1050, 859, 1071)
